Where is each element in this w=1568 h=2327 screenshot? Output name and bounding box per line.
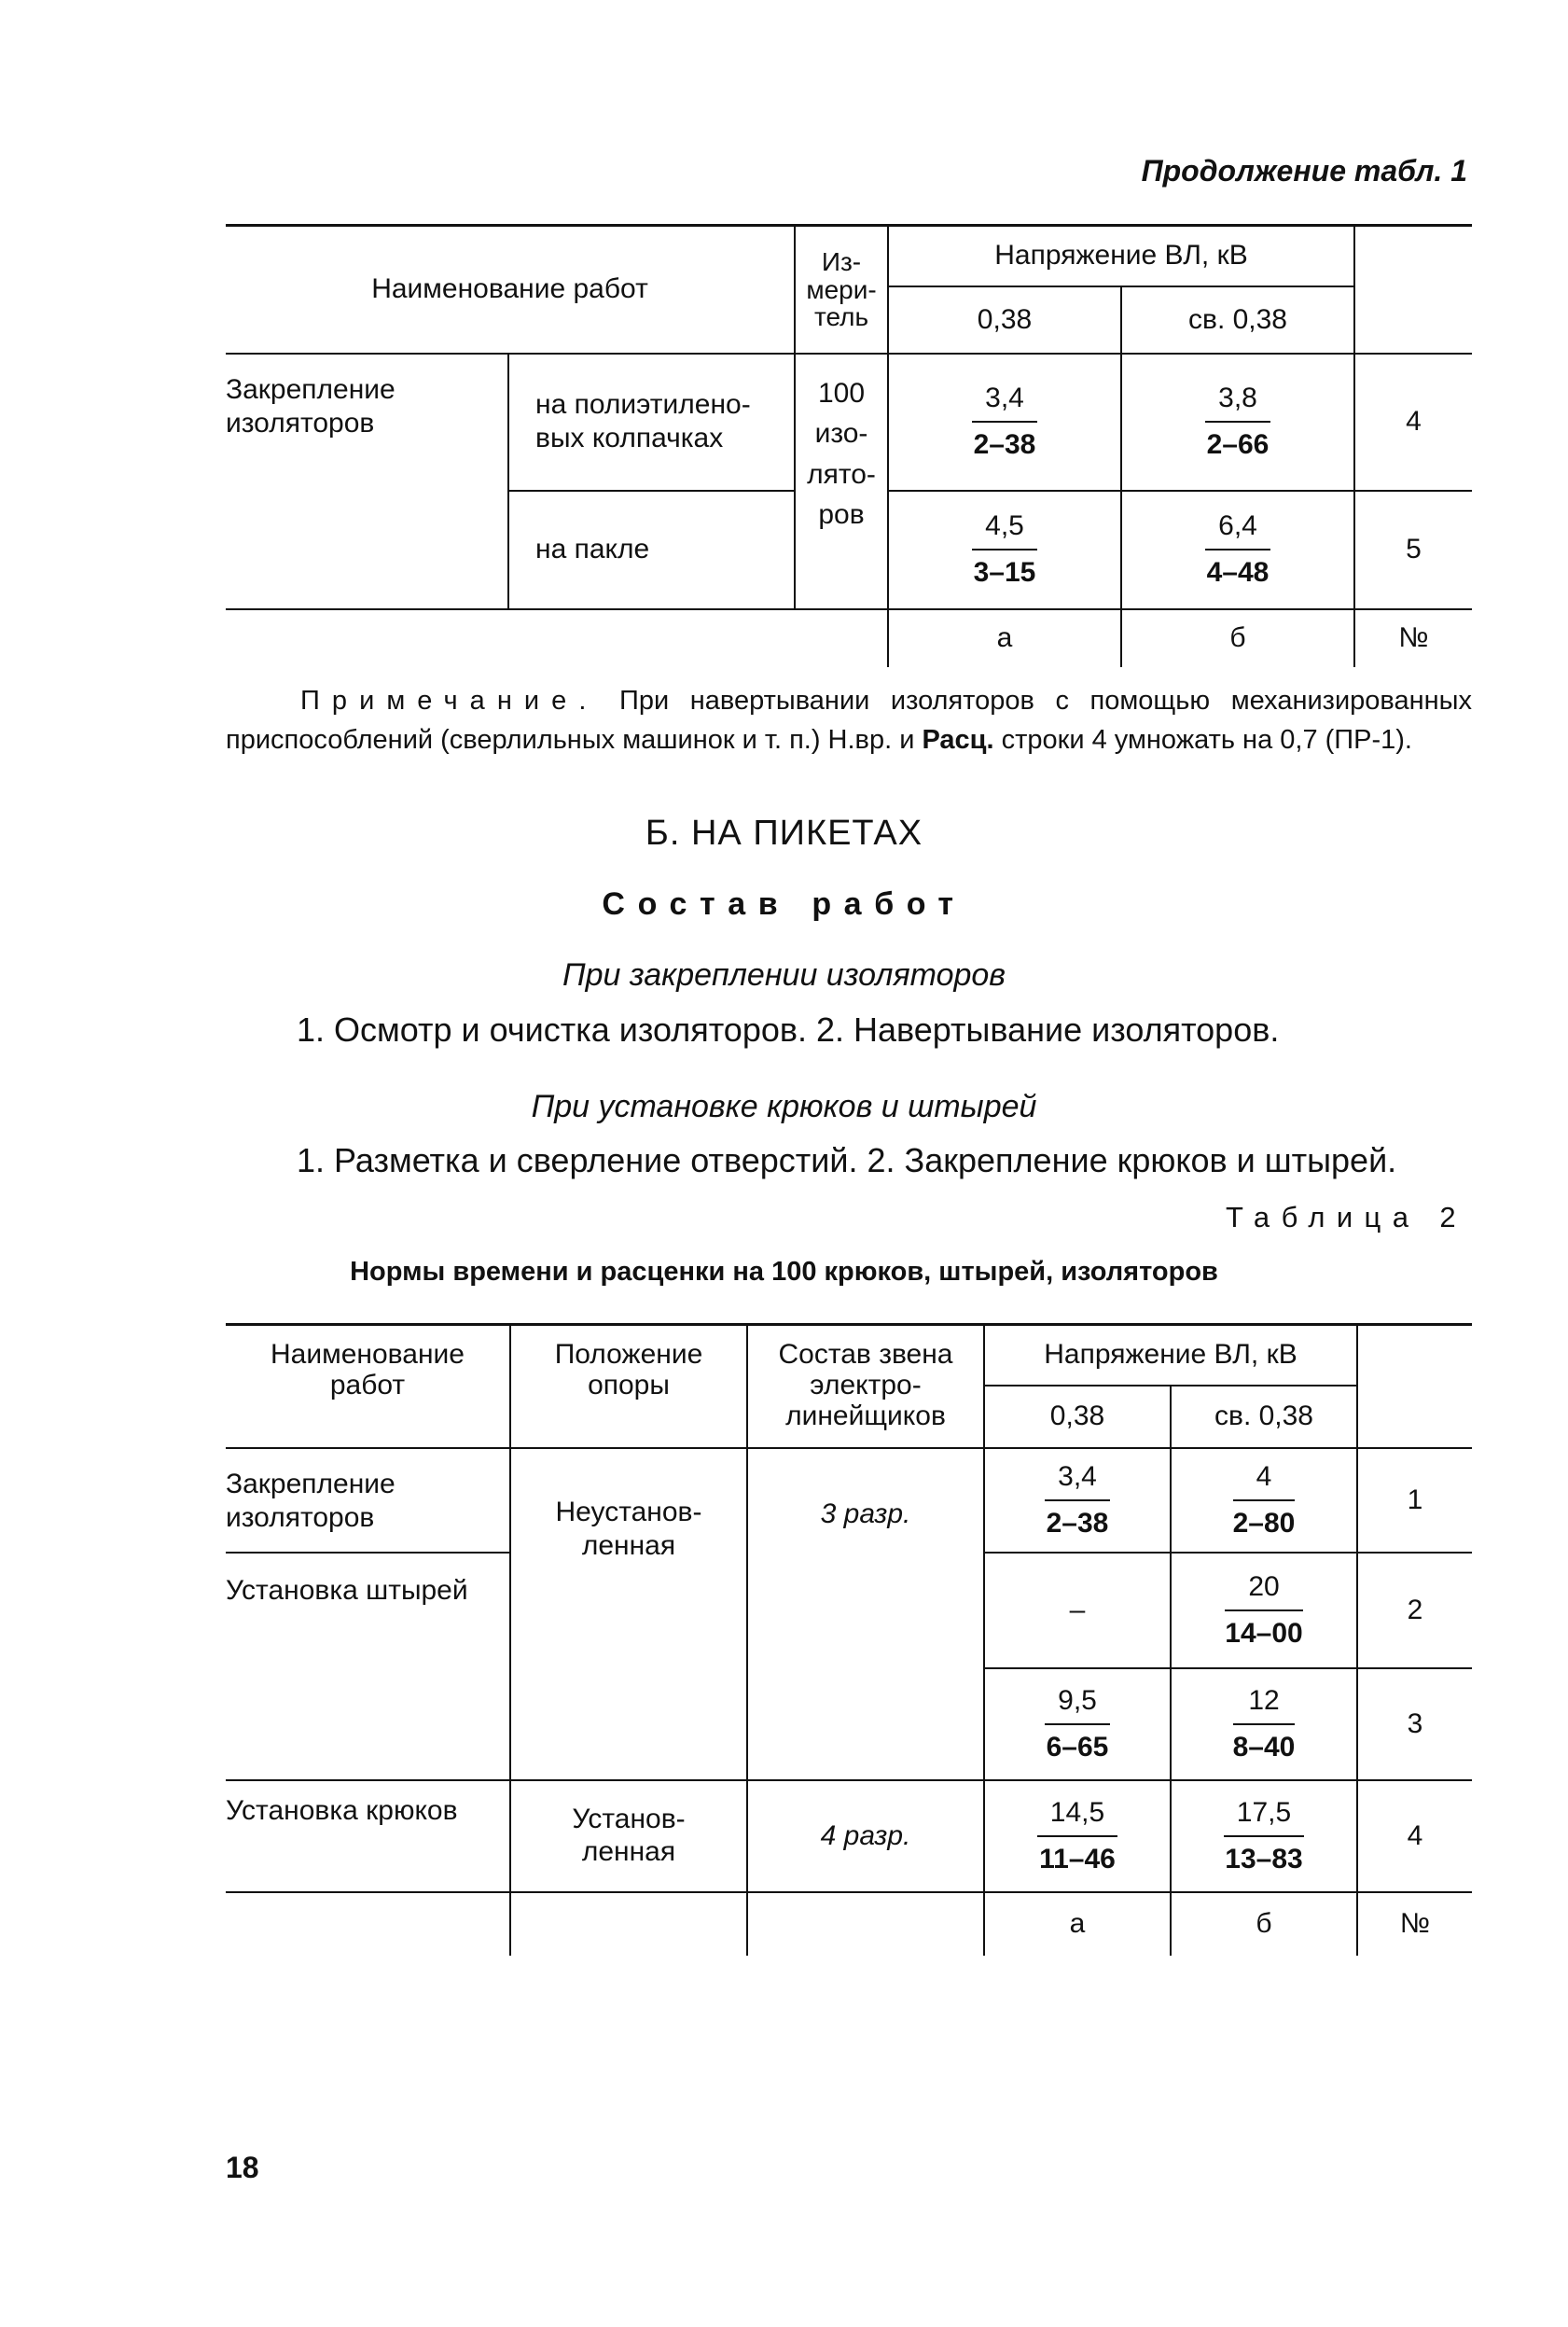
- row-5-col-a: [888, 491, 1121, 609]
- t2-row-2-number: 2: [1357, 1553, 1472, 1668]
- header-voltage: Напряжение ВЛ, кВ: [888, 226, 1354, 286]
- table-2: [226, 1323, 1472, 1956]
- row-4-b-rate: 2–66: [1206, 429, 1270, 460]
- row-4-col-b: [1121, 354, 1354, 491]
- row-4-col-a: [888, 354, 1121, 491]
- row-4-subname: на полиэтилено- вых колпачках: [508, 354, 795, 491]
- t2-row-1-a-rate: 2–38: [1046, 1507, 1109, 1539]
- footer-blank: [226, 609, 888, 667]
- page-number: 18: [226, 2151, 259, 2184]
- t2-row-2-b-rate: 14–00: [1225, 1617, 1303, 1649]
- row-5-number: 5: [1354, 491, 1472, 609]
- t2-crew-3: 3 разр.: [747, 1448, 984, 1780]
- note-bold: Расц.: [922, 725, 994, 756]
- row-group-name: Закрепление изоляторов: [226, 354, 508, 609]
- t2-row-4-number: 4: [1357, 1780, 1472, 1892]
- t2-row-4-a-norm: 14,5: [1037, 1796, 1117, 1837]
- footer-col-no: №: [1354, 609, 1472, 667]
- t2-row-1-a-norm: 3,4: [1045, 1460, 1110, 1501]
- t2-header-col-a: 0,38: [984, 1386, 1171, 1448]
- t2-row-1-col-b: [1171, 1448, 1357, 1553]
- row-5-subname: на пакле: [508, 491, 795, 609]
- t2-row-4-b-rate: 13–83: [1225, 1843, 1303, 1874]
- t2-row-4-col-b: [1171, 1780, 1357, 1892]
- t2-name-insulators: Закрепление изоляторов: [226, 1448, 510, 1553]
- header-row-no-blank: [1354, 226, 1472, 354]
- footer-col-b: б: [1121, 609, 1354, 667]
- t2-row-4-col-a: [984, 1780, 1171, 1892]
- note-text-2: строки 4 умножать на 0,7 (ПР-1).: [993, 725, 1412, 756]
- subtitle-insulators: При закреплении изоляторов: [562, 957, 1006, 993]
- t2-row-3-col-a: [984, 1668, 1171, 1780]
- subtitle-hooks: При установке крюков и штырей: [531, 1089, 1037, 1124]
- t2-row-1-col-a: [984, 1448, 1171, 1553]
- composition-hooks: 1. Разметка и сверление отверстий. 2. Закрепление крюков и штырей.: [297, 1141, 1397, 1179]
- t2-position-unmounted: Неустанов- ленная: [510, 1448, 747, 1780]
- t2-position-mounted: Установ- ленная: [510, 1780, 747, 1892]
- t2-header-position: Положение опоры: [510, 1325, 747, 1448]
- t2-footer-col-a: а: [984, 1892, 1171, 1956]
- t2-row-3-number: 3: [1357, 1668, 1472, 1780]
- t2-crew-4: 4 разр.: [747, 1780, 984, 1892]
- row-4-number: 4: [1354, 354, 1472, 491]
- t2-footer-blank-2: [510, 1892, 747, 1956]
- section-title: Б. НА ПИКЕТАХ: [645, 814, 923, 853]
- t2-header-row-no-blank: [1357, 1325, 1472, 1448]
- header-work-name: Наименование работ: [226, 226, 795, 354]
- row-5-col-b: [1121, 491, 1354, 609]
- t2-row-1-b-rate: 2–80: [1232, 1507, 1296, 1539]
- note-label: Примечание.: [300, 686, 599, 716]
- composition-title: Состав работ: [602, 886, 966, 922]
- footer-col-a: а: [888, 609, 1121, 667]
- t2-row-3-a-rate: 6–65: [1046, 1731, 1109, 1763]
- t2-row-3-a-norm: 9,5: [1045, 1684, 1110, 1725]
- t2-footer-blank-1: [226, 1892, 510, 1956]
- table-1: [226, 224, 1472, 667]
- t2-header-voltage: Напряжение ВЛ, кВ: [984, 1325, 1357, 1386]
- t2-row-2-col-b: [1171, 1553, 1357, 1668]
- row-4-a-rate: 2–38: [973, 429, 1036, 460]
- t2-row-2-b-norm: 20: [1225, 1570, 1302, 1611]
- t2-row-1-b-norm: 4: [1233, 1460, 1296, 1501]
- t2-footer-col-no: №: [1357, 1892, 1472, 1956]
- table-caption: Нормы времени и расценки на 100 крюков, штырей, изоляторов: [350, 1257, 1218, 1287]
- header-col-a: 0,38: [888, 286, 1121, 354]
- table-continuation-label: Продолжение табл. 1: [1141, 154, 1467, 188]
- t2-row-2-col-a: –: [984, 1553, 1171, 1668]
- t2-name-hooks: Установка крюков: [226, 1780, 510, 1892]
- row-4-a-norm: 3,4: [972, 382, 1037, 423]
- row-5-b-norm: 6,4: [1205, 509, 1270, 550]
- t2-header-col-b: св. 0,38: [1171, 1386, 1357, 1448]
- t2-header-crew: Состав звена электро- линейщиков: [747, 1325, 984, 1448]
- t2-name-pins: Установка штырей: [226, 1553, 510, 1780]
- row-4-b-norm: 3,8: [1205, 382, 1270, 423]
- t2-row-1-number: 1: [1357, 1448, 1472, 1553]
- note-text-1: При навертывании изоляторов с помощью механизированных приспособлений (сверлильных машинок и т. п.) Н.вр. и: [226, 686, 1472, 756]
- t2-footer-col-b: б: [1171, 1892, 1357, 1956]
- t2-row-4-b-norm: 17,5: [1224, 1796, 1304, 1837]
- t2-header-work-name: Наименование работ: [226, 1325, 510, 1448]
- row-5-a-rate: 3–15: [973, 557, 1036, 588]
- t2-footer-blank-3: [747, 1892, 984, 1956]
- table-note: [226, 681, 1472, 759]
- header-col-b: св. 0,38: [1121, 286, 1354, 354]
- row-unit-value: 100 изо- лято- ров: [795, 354, 888, 609]
- composition-insulators: 1. Осмотр и очистка изоляторов. 2. Навертывание изоляторов.: [297, 1010, 1280, 1049]
- t2-row-4-a-rate: 11–46: [1039, 1843, 1116, 1874]
- t2-row-3-col-b: [1171, 1668, 1357, 1780]
- table-number: Таблица 2: [1225, 1201, 1467, 1233]
- t2-row-3-b-norm: 12: [1233, 1684, 1296, 1725]
- t2-row-3-b-rate: 8–40: [1232, 1731, 1296, 1763]
- row-5-b-rate: 4–48: [1206, 557, 1270, 588]
- row-5-a-norm: 4,5: [972, 509, 1037, 550]
- header-unit: Из- мери- тель: [795, 226, 888, 354]
